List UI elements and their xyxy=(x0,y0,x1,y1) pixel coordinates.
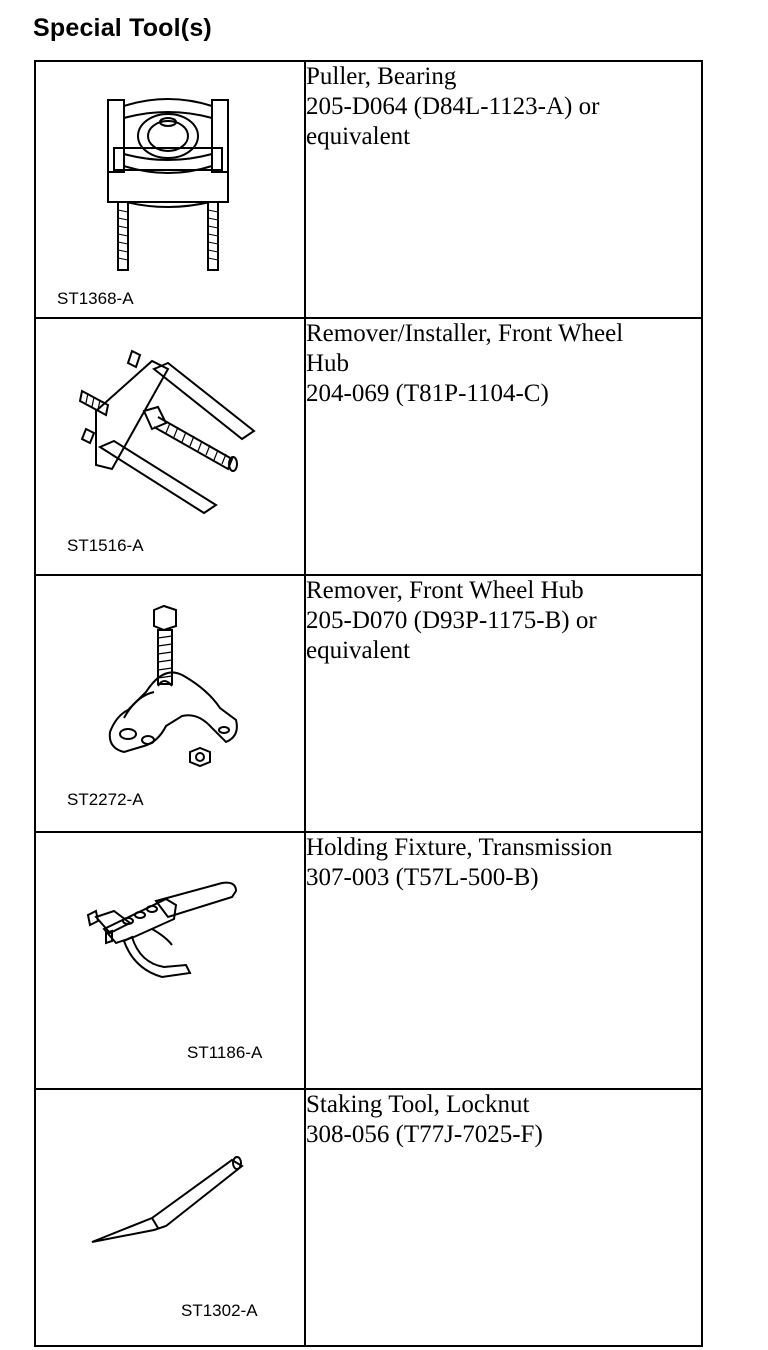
special-tools-table xyxy=(34,60,703,1347)
tool-description-cell xyxy=(305,832,702,1089)
tool-part-number-suffix: equivalent xyxy=(306,123,411,150)
tool-name-continued: Hub xyxy=(306,350,350,377)
tool-code: ST2272-A xyxy=(67,790,144,809)
tool-name: Holding Fixture, Transmission xyxy=(306,834,613,861)
tool-part-number: 205-D070 (D93P-1175-B) or xyxy=(306,607,597,634)
tool-row-bearing-puller xyxy=(35,61,702,318)
tool-part-number: 308-056 (T77J-7025-F) xyxy=(306,1121,543,1148)
tool-code: ST1368-A xyxy=(57,289,134,308)
tool-image-cell xyxy=(35,832,305,1089)
tool-description-cell xyxy=(305,575,702,832)
tool-part-number: 307-003 (T57L-500-B) xyxy=(306,864,539,891)
tool-row-staking-tool xyxy=(35,1089,702,1346)
staking-tool-illustration xyxy=(36,1090,304,1345)
tool-part-number: 204-069 (T81P-1104-C) xyxy=(306,380,549,407)
tool-name: Staking Tool, Locknut xyxy=(306,1091,530,1118)
tool-name: Puller, Bearing xyxy=(306,63,457,90)
tool-image-cell xyxy=(35,1089,305,1346)
tool-code: ST1302-A xyxy=(181,1301,258,1320)
tool-part-number-suffix: equivalent xyxy=(306,637,411,664)
tool-code: ST1186-A xyxy=(187,1043,263,1062)
tool-description-cell xyxy=(305,1089,702,1346)
tool-row-hub-remover-installer xyxy=(35,318,702,575)
tool-name: Remover, Front Wheel Hub xyxy=(306,577,584,604)
tool-image-cell xyxy=(35,318,305,575)
tool-row-holding-fixture xyxy=(35,832,702,1089)
bearing-puller-illustration xyxy=(36,62,304,317)
page-heading: Special Tool(s) xyxy=(33,14,212,42)
tool-description-cell xyxy=(305,318,702,575)
tool-image-cell xyxy=(35,61,305,318)
tool-code: ST1516-A xyxy=(67,536,144,555)
holding-fixture-illustration xyxy=(36,833,304,1088)
tool-name: Remover/Installer, Front Wheel xyxy=(306,320,624,347)
tool-description-cell xyxy=(305,61,702,318)
tool-image-cell xyxy=(35,575,305,832)
tool-row-hub-remover xyxy=(35,575,702,832)
tool-part-number: 205-D064 (D84L-1123-A) or xyxy=(306,93,600,120)
